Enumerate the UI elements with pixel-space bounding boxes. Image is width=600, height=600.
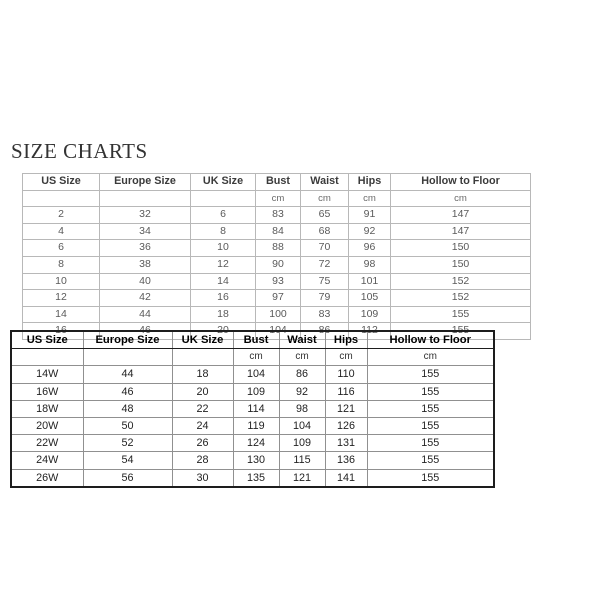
cell-waist: 98 bbox=[279, 400, 325, 417]
table-row bbox=[11, 418, 494, 435]
cell-us-size: 6 bbox=[23, 240, 100, 257]
column-header-uk-size: UK Size bbox=[172, 331, 233, 349]
cell-bust: 90 bbox=[256, 256, 301, 273]
unit-cell-hollow-to-floor: cm bbox=[391, 190, 531, 207]
cell-uk-size: 30 bbox=[172, 469, 233, 487]
cell-uk-size: 12 bbox=[191, 256, 256, 273]
cell-europe-size: 40 bbox=[100, 273, 191, 290]
cell-uk-size: 18 bbox=[172, 366, 233, 383]
column-header-hollow-to-floor: Hollow to Floor bbox=[391, 174, 531, 191]
standard-size-chart bbox=[22, 173, 531, 340]
cell-hollow-to-floor: 152 bbox=[391, 290, 531, 307]
cell-hollow-to-floor: 150 bbox=[391, 240, 531, 257]
cell-bust: 104 bbox=[233, 366, 279, 383]
column-header-us-size: US Size bbox=[11, 331, 83, 349]
column-header-hips: Hips bbox=[349, 174, 391, 191]
cell-europe-size: 48 bbox=[83, 400, 172, 417]
cell-bust: 100 bbox=[256, 306, 301, 323]
cell-hollow-to-floor: 147 bbox=[391, 223, 531, 240]
cell-us-size: 12 bbox=[23, 290, 100, 307]
column-header-uk-size: UK Size bbox=[191, 174, 256, 191]
cell-uk-size: 26 bbox=[172, 435, 233, 452]
unit-cell-us-size bbox=[11, 349, 83, 366]
column-header-us-size: US Size bbox=[23, 174, 100, 191]
cell-hollow-to-floor: 150 bbox=[391, 256, 531, 273]
unit-cell-bust: cm bbox=[233, 349, 279, 366]
cell-waist: 79 bbox=[301, 290, 349, 307]
unit-cell-bust: cm bbox=[256, 190, 301, 207]
cell-europe-size: 56 bbox=[83, 469, 172, 487]
table-row bbox=[23, 256, 531, 273]
cell-hips: 98 bbox=[349, 256, 391, 273]
cell-europe-size: 44 bbox=[83, 366, 172, 383]
cell-bust: 109 bbox=[233, 383, 279, 400]
unit-cell-europe-size bbox=[83, 349, 172, 366]
cell-bust: 88 bbox=[256, 240, 301, 257]
cell-uk-size: 16 bbox=[191, 290, 256, 307]
cell-hollow-to-floor: 152 bbox=[391, 273, 531, 290]
column-header-hips: Hips bbox=[325, 331, 367, 349]
cell-waist: 75 bbox=[301, 273, 349, 290]
unit-cell-europe-size bbox=[100, 190, 191, 207]
unit-cell-uk-size bbox=[172, 349, 233, 366]
table-row bbox=[23, 273, 531, 290]
cell-uk-size: 28 bbox=[172, 452, 233, 469]
cell-hips: 109 bbox=[349, 306, 391, 323]
cell-hollow-to-floor: 155 bbox=[367, 435, 494, 452]
cell-waist: 86 bbox=[279, 366, 325, 383]
table-row bbox=[11, 452, 494, 469]
cell-bust: 114 bbox=[233, 400, 279, 417]
cell-waist: 86 bbox=[301, 323, 349, 340]
cell-uk-size: 10 bbox=[191, 240, 256, 257]
cell-hollow-to-floor: 155 bbox=[367, 418, 494, 435]
cell-us-size: 20W bbox=[11, 418, 83, 435]
cell-waist: 83 bbox=[301, 306, 349, 323]
cell-us-size: 4 bbox=[23, 223, 100, 240]
cell-hips: 136 bbox=[325, 452, 367, 469]
unit-cell-waist: cm bbox=[301, 190, 349, 207]
cell-waist: 68 bbox=[301, 223, 349, 240]
cell-hollow-to-floor: 155 bbox=[367, 400, 494, 417]
cell-europe-size: 46 bbox=[100, 323, 191, 340]
cell-waist: 104 bbox=[279, 418, 325, 435]
table-row bbox=[11, 383, 494, 400]
cell-europe-size: 38 bbox=[100, 256, 191, 273]
column-header-bust: Bust bbox=[256, 174, 301, 191]
column-header-europe-size: Europe Size bbox=[100, 174, 191, 191]
cell-uk-size: 14 bbox=[191, 273, 256, 290]
cell-hips: 126 bbox=[325, 418, 367, 435]
cell-hips: 96 bbox=[349, 240, 391, 257]
cell-bust: 135 bbox=[233, 469, 279, 487]
table-row bbox=[23, 223, 531, 240]
cell-waist: 115 bbox=[279, 452, 325, 469]
table-header-row bbox=[23, 174, 531, 191]
cell-hollow-to-floor: 155 bbox=[367, 452, 494, 469]
column-header-waist: Waist bbox=[301, 174, 349, 191]
cell-uk-size: 18 bbox=[191, 306, 256, 323]
cell-uk-size: 22 bbox=[172, 400, 233, 417]
table-row bbox=[23, 306, 531, 323]
cell-bust: 104 bbox=[256, 323, 301, 340]
column-header-europe-size: Europe Size bbox=[83, 331, 172, 349]
table-row bbox=[23, 240, 531, 257]
page-title: SIZE CHARTS bbox=[11, 139, 148, 163]
table-units-row bbox=[23, 190, 531, 207]
unit-cell-hips: cm bbox=[325, 349, 367, 366]
cell-us-size: 16W bbox=[11, 383, 83, 400]
cell-bust: 83 bbox=[256, 207, 301, 224]
cell-us-size: 26W bbox=[11, 469, 83, 487]
cell-hips: 110 bbox=[325, 366, 367, 383]
cell-us-size: 22W bbox=[11, 435, 83, 452]
cell-hips: 131 bbox=[325, 435, 367, 452]
cell-waist: 70 bbox=[301, 240, 349, 257]
cell-us-size: 18W bbox=[11, 400, 83, 417]
cell-hips: 105 bbox=[349, 290, 391, 307]
cell-bust: 84 bbox=[256, 223, 301, 240]
unit-cell-hollow-to-floor: cm bbox=[367, 349, 494, 366]
table-units-row bbox=[11, 349, 494, 366]
cell-us-size: 24W bbox=[11, 452, 83, 469]
column-header-waist: Waist bbox=[279, 331, 325, 349]
table-row bbox=[23, 290, 531, 307]
cell-europe-size: 50 bbox=[83, 418, 172, 435]
cell-europe-size: 52 bbox=[83, 435, 172, 452]
cell-europe-size: 36 bbox=[100, 240, 191, 257]
cell-hips: 116 bbox=[325, 383, 367, 400]
plus-size-chart bbox=[10, 330, 495, 488]
table-row bbox=[11, 400, 494, 417]
cell-hips: 112 bbox=[349, 323, 391, 340]
cell-bust: 130 bbox=[233, 452, 279, 469]
cell-hips: 141 bbox=[325, 469, 367, 487]
cell-uk-size: 24 bbox=[172, 418, 233, 435]
cell-us-size: 14 bbox=[23, 306, 100, 323]
cell-europe-size: 44 bbox=[100, 306, 191, 323]
cell-hollow-to-floor: 155 bbox=[367, 366, 494, 383]
cell-bust: 119 bbox=[233, 418, 279, 435]
unit-cell-uk-size bbox=[191, 190, 256, 207]
cell-us-size: 14W bbox=[11, 366, 83, 383]
column-header-bust: Bust bbox=[233, 331, 279, 349]
table-row bbox=[11, 435, 494, 452]
cell-hollow-to-floor: 155 bbox=[367, 383, 494, 400]
unit-cell-hips: cm bbox=[349, 190, 391, 207]
cell-bust: 124 bbox=[233, 435, 279, 452]
table-row bbox=[23, 207, 531, 224]
cell-hips: 121 bbox=[325, 400, 367, 417]
cell-waist: 92 bbox=[279, 383, 325, 400]
column-header-hollow-to-floor: Hollow to Floor bbox=[367, 331, 494, 349]
table-row bbox=[11, 366, 494, 383]
cell-waist: 121 bbox=[279, 469, 325, 487]
cell-europe-size: 34 bbox=[100, 223, 191, 240]
table-header-row bbox=[11, 331, 494, 349]
cell-hollow-to-floor: 147 bbox=[391, 207, 531, 224]
cell-hollow-to-floor: 155 bbox=[391, 323, 531, 340]
cell-waist: 109 bbox=[279, 435, 325, 452]
cell-europe-size: 42 bbox=[100, 290, 191, 307]
cell-hips: 91 bbox=[349, 207, 391, 224]
cell-us-size: 2 bbox=[23, 207, 100, 224]
cell-hollow-to-floor: 155 bbox=[367, 469, 494, 487]
cell-waist: 72 bbox=[301, 256, 349, 273]
cell-hips: 101 bbox=[349, 273, 391, 290]
cell-uk-size: 20 bbox=[172, 383, 233, 400]
cell-europe-size: 54 bbox=[83, 452, 172, 469]
cell-hollow-to-floor: 155 bbox=[391, 306, 531, 323]
table-row bbox=[11, 469, 494, 487]
cell-us-size: 8 bbox=[23, 256, 100, 273]
cell-uk-size: 6 bbox=[191, 207, 256, 224]
cell-bust: 93 bbox=[256, 273, 301, 290]
cell-us-size: 10 bbox=[23, 273, 100, 290]
unit-cell-us-size bbox=[23, 190, 100, 207]
unit-cell-waist: cm bbox=[279, 349, 325, 366]
cell-waist: 65 bbox=[301, 207, 349, 224]
cell-europe-size: 32 bbox=[100, 207, 191, 224]
cell-europe-size: 46 bbox=[83, 383, 172, 400]
cell-us-size: 16 bbox=[23, 323, 100, 340]
cell-uk-size: 20 bbox=[191, 323, 256, 340]
cell-uk-size: 8 bbox=[191, 223, 256, 240]
cell-hips: 92 bbox=[349, 223, 391, 240]
cell-bust: 97 bbox=[256, 290, 301, 307]
